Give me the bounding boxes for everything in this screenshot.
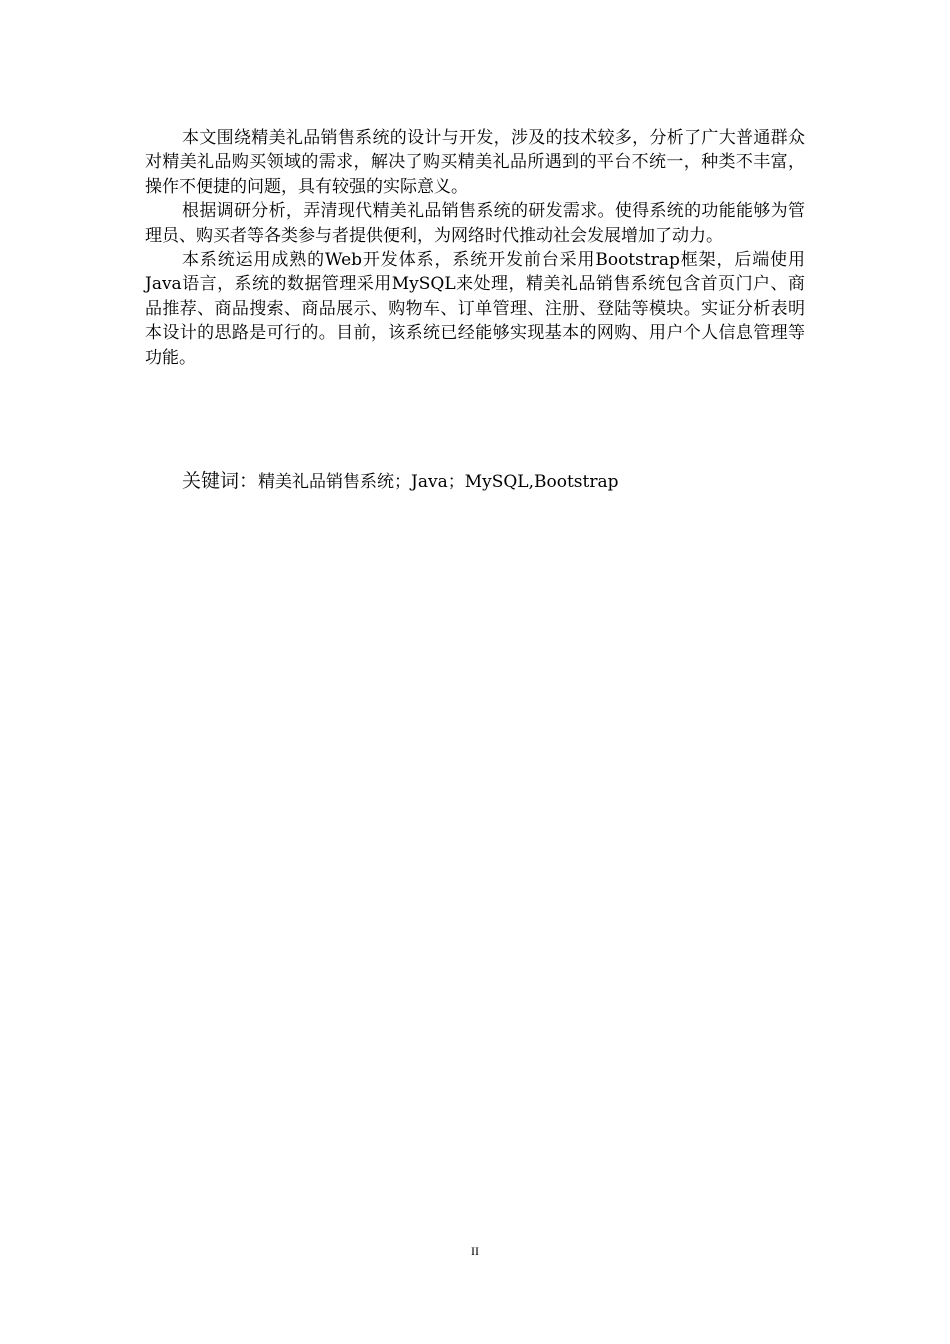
- keywords-label: 关键词：: [182, 470, 259, 492]
- abstract-paragraph-3: 本系统运用成熟的Web开发体系，系统开发前台采用Bootstrap框架，后端使用Java语言，系统的数据管理采用MySQL来处理，精美礼品销售系统包含首页门户、商品推荐、商品搜索、商品展示、购物车、订单管理、注册、登陆等模块。实证分析表明本设计的思路是可行的。目前，该系统已经能够实现基本的网购、用户个人信息管理等功能。: [145, 250, 805, 368]
- abstract-paragraph-2: 根据调研分析，弄清现代精美礼品销售系统的研发需求。使得系统的功能能够为管理员、购买者等各类参与者提供便利，为网络时代推动社会发展增加了动力。: [145, 201, 805, 246]
- page-number: II: [471, 1244, 479, 1258]
- abstract-body: [145, 126, 805, 370]
- abstract-paragraph-1: 本文围绕精美礼品销售系统的设计与开发，涉及的技术较多，分析了广大普通群众对精美礼品购买领域的需求，解决了购买精美礼品所遇到的平台不统一，种类不丰富，操作不便捷的问题，具有较强的实际意义。: [145, 128, 805, 197]
- keywords-value: 精美礼品销售系统；Java；MySQL,Bootstrap: [258, 472, 619, 492]
- keywords-line: [182, 468, 802, 495]
